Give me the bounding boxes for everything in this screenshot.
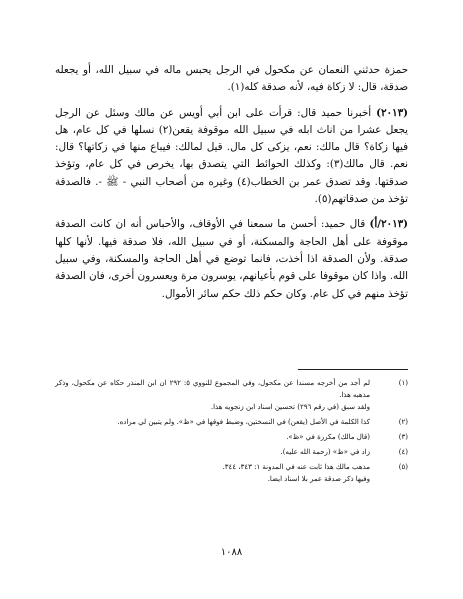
paragraph-number: (٢٠١٣/أ) (369, 218, 409, 231)
page-number: ١٠٨٨ (220, 547, 243, 558)
footnote-line: ولقد سبق (في رقم ٢٩٦) تحسين اسناد ابن زنجويه هذا. (210, 403, 370, 411)
paragraph-2013 (55, 105, 408, 209)
footnote-line: زاد في «ظ» (رحمة الله عليه). (280, 448, 370, 456)
paragraph-text: أخبرنا حميد قال: قرأت على ابن أبي أويس عن مالك وسئل عن الرجل يجعل عشرا من اناث ابله في سبيل الله موقوفة يقعن(٢) نسلها في كل عام، هل فيها زكاة؟ قال مالك: نعم، يزكى كل مال. قيل لمالك: فيباع منها في زكاتها؟ قال: نعم. قال مالك(٣): وكذلك الحوائط التي يتصدق بها، يخرص في كل عام، وتؤخذ صدقتها. وقد تصدق عمر بن الخطاب(٤) وغيره من أصحاب النبي - ﷺ -. فالصدقة تؤخذ من صدقاتهم(٥). (55, 106, 408, 206)
footnote-line: (قال مالك) مكررة في «ظ». (286, 433, 370, 441)
footnote-text (55, 461, 370, 485)
main-text (55, 62, 408, 311)
footnote-line: لم أجد من أخرجه مسندا عن مكحول، وفي المجموع للنووي ٥: ٢٩٢ ان ابن المنذر حكاه عن مكحول، وذكر مذهبه هذا. (55, 379, 370, 399)
footnote-4 (55, 446, 408, 458)
footnote-2 (55, 416, 408, 428)
footnote-line: مذهب مالك هذا ثابت عنه في المدونة ١: ٣٤٣، ٣٤٤. (222, 463, 370, 471)
footnote-marker: (٥) (398, 463, 408, 471)
footnote-5 (55, 461, 408, 485)
footnote-3 (55, 431, 408, 443)
footnote-marker: (٢) (398, 418, 408, 426)
footnote-text (55, 416, 370, 428)
footnote-divider (298, 369, 408, 370)
footnote-text (55, 446, 370, 458)
footnote-text (55, 431, 370, 443)
paragraph-1 (55, 62, 408, 97)
footnote-1 (55, 377, 408, 413)
footnote-text (55, 377, 370, 413)
footnotes (55, 377, 408, 488)
paragraph-text: حمزة حدثني النعمان عن مكحول في الرجل يحبس ماله في سبيل الله، أو يجعله صدقة، قال: لا زكاة فيه، لأنه صدقة كله(١). (55, 64, 408, 94)
footnote-marker: (٣) (398, 433, 408, 441)
footnote-line: كذا الكلمة في الأصل (يقعن) في النسختين، وضبط فوقها في «ظ». ولم يتبين لي مراده. (117, 418, 370, 426)
footnote-marker: (٤) (398, 448, 408, 456)
paragraph-number: (٢٠١٣) (376, 106, 408, 119)
paragraph-2013a (55, 216, 408, 302)
footnote-line: وفيها ذكر صدقة عمر بلا اسناد ايضا. (267, 475, 370, 483)
paragraph-text: قال حميد: أحسن ما سمعنا في الأوقاف، والأحباس أنه ان كانت الصدقة موقوفة على أهل الحاجة والمسكنة، أو في سبيل الله، فلا صدقة فيها. لأنها كلها صدقة. ولأن الصدقة اذا أخذت، فانما توضع في أهل الحاجة والمسكنة، وفي سبيل الله. واذا كان موقوفا على قوم بأعيانهم، يوسرون مرة ويعسرون أخرى، فان الصدقة تؤخذ منهم في كل عام. وكان حكم ذلك حكم سائر الأموال. (55, 218, 408, 300)
footnote-marker: (١) (398, 379, 408, 387)
